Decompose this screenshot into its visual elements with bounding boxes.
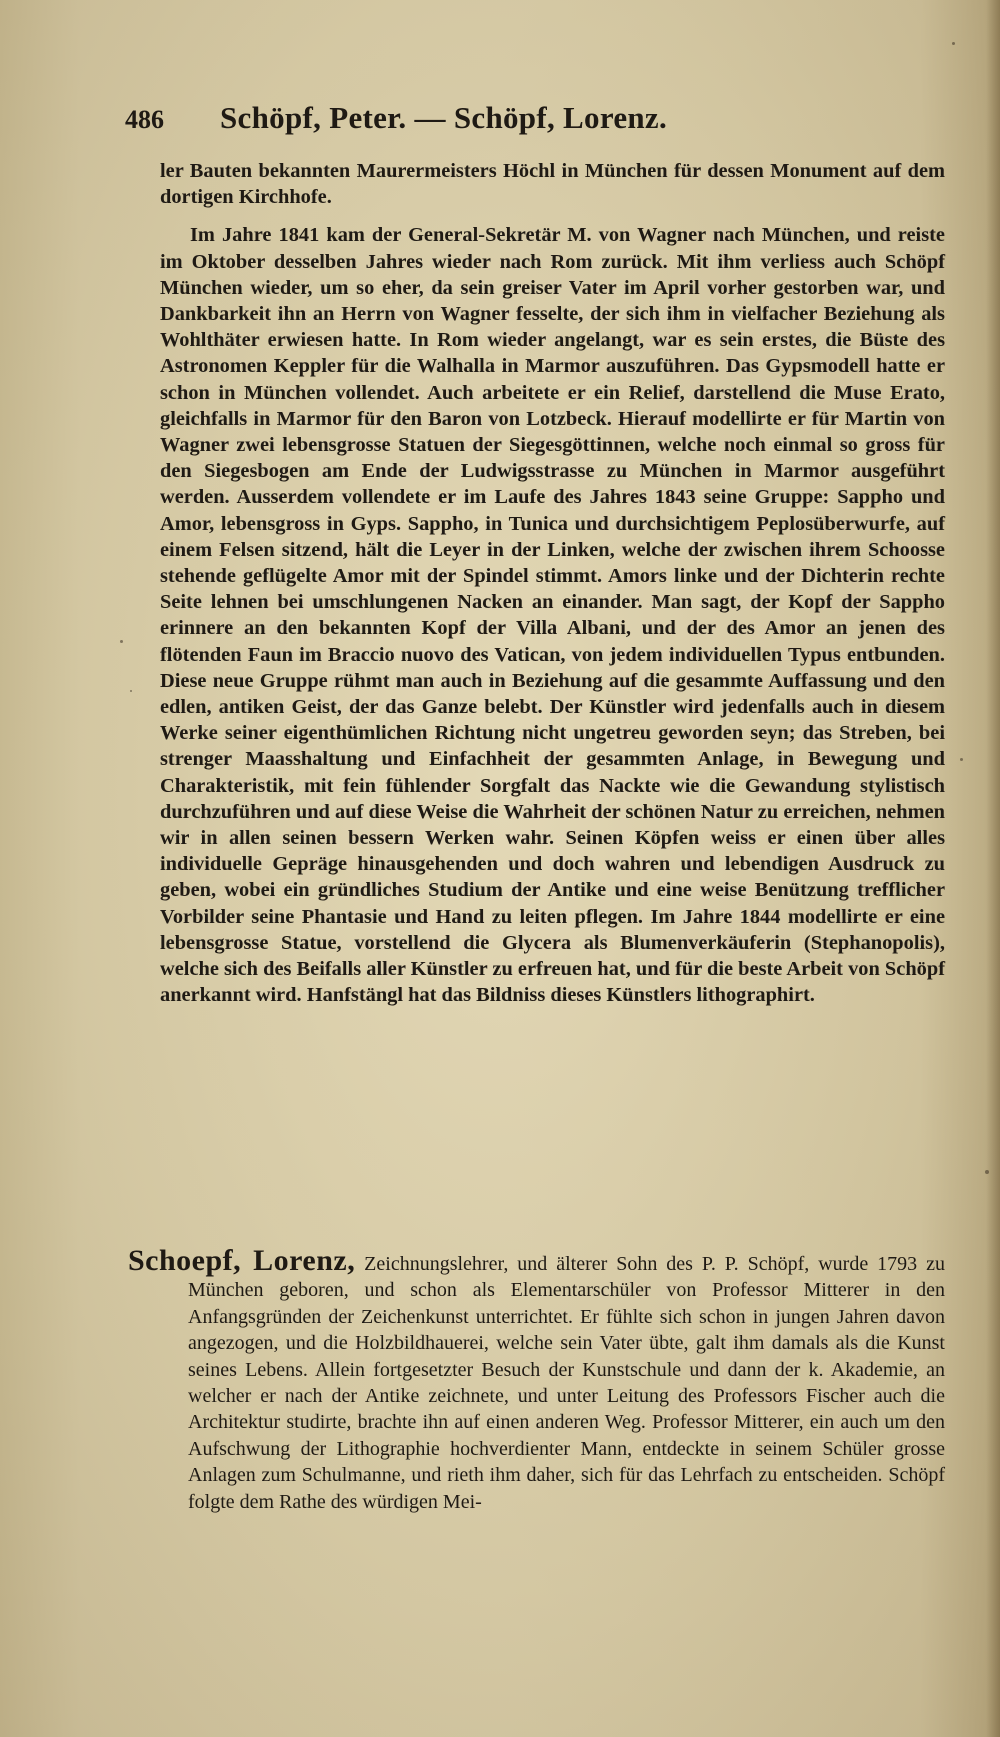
paragraph-main: Im Jahre 1841 kam der General-Sekretär M. von Wagner nach München, und reiste im Oktober desselben Jahres wieder nach Rom zurück. Mit ihm verliess auch Schöpf München wieder, um so eher, da sein greiser Vater im April vorher gestorben war, und Dankbarkeit ihn an Herrn von Wagner fesselte, der sich ihm in vielfacher Beziehung als Wohlthäter erwiesen hatte. In Rom wieder angelangt, war es sein erstes, die Büste des Astronomen Keppler für die Walhalla in Marmor auszuführen. Das Gypsmodell hatte er schon in München vollendet. Auch arbeitete er ein Relief, darstellend die Muse Erato, gleichfalls in Marmor für den Baron von Lotzbeck. Hierauf modellirte er für Martin von Wagner zwei lebensgrosse Statuen der Siegesgöttinnen, welche noch einmal so gross für den Siegesbogen am Ende der Ludwigsstrasse zu München in Marmor ausgeführt werden. Ausserdem vollendete er im Laufe des Jahres 1843 seine Gruppe: Sappho und Amor, lebensgross in Gyps. Sappho, in Tunica und durchsichtigem Peplosüberwurfe, auf einem Felsen sitzend, hält die Leyer in der Linken, welche der zwischen ihrem Schoosse stehende geflügelte Amor mit der Spindel stimmt. Amors linke und der Dichterin rechte Seite lehnen bei umschlungenen Nacken an einander. Man sagt, der Kopf der Sappho erinnere an den bekannten Kopf der Villa Albani, und der des Amor an jenen des flötenden Faun im Braccio nuovo des Vatican, von jedem individuellen Typus entbunden. Diese neue Gruppe rühmt man auch in Beziehung auf die gesammte Auffassung und den edlen, antiken Geist, der das Ganze belebt. Der Künstler wird jedenfalls auch in diesem Werke seiner eigenthümlichen Richtung nicht ungetreu geworden seyn; das Streben, bei strenger Maasshaltung und Einfachheit der gesammten Anlage, in Bewegung und Charakteristik, mit fein fühlender Sorgfalt das Nackte wie die Gewandung stylistisch durchzuführen und auf diese Weise die Wahrheit der schönen Natur zu erreichen, nehmen wir in allen seinen bessern Werken wahr. Seinen Köpfen weiss er einen über alles individuelle Gepräge hinausgehenden und doch wahren und lebendigen Ausdruck zu geben, wobei ein gründliches Studium der Antike und eine weise Benützung trefflicher Vorbilder seine Phantasie und Hand zu leiten pflegen. Im Jahre 1844 modellirte er eine lebensgrosse Statue, vorstellend die Glycera als Blumenverkäuferin (Stephanopolis), welche sich des Beifalls aller Künstler zu erfreuen hat, und für die beste Arbeit von Schöpf anerkannt wird. Hanfstängl hat das Bildniss dieses Künstlers lithographirt. — [160, 224, 945, 1007]
paragraph-continuation: ler Bauten bekannten Maurermeisters Höchl in München für dessen Monument auf dem dortigen Kirchhofe. — [160, 160, 945, 209]
paper-speck — [952, 42, 955, 45]
paper-speck — [120, 640, 123, 643]
paper-speck — [960, 758, 963, 761]
entry-paragraph — [128, 1244, 945, 1515]
paper-speck — [985, 1170, 989, 1174]
page-number: 486 — [125, 105, 164, 134]
page-header — [125, 100, 825, 150]
body-text — [160, 158, 945, 1009]
paper-speck — [130, 690, 132, 692]
entry-headword: Schoepf, Lorenz, — [128, 1244, 356, 1277]
lexicon-entry-schoepf-lorenz — [128, 1244, 945, 1515]
paragraph-gap — [160, 210, 945, 222]
entry-text: Zeichnungslehrer, und älterer Sohn des P. P. Schöpf, wurde 1793 zu München geboren, und schon als Elementarschüler von Professor Mitterer in den Anfangsgründen der Zeichenkunst unterrichtet. Er fühlte sich schon in jungen Jahren davon angezogen, und die Holzbildhauerei, welche sein Vater übte, galt ihm damals als die Kunst seines Lebens. Allein fortgesetzter Besuch der Kunstschule und dann der k. Akademie, an welcher er nach der Antike zeichnete, und unter Leitung des Professors Fischer auch die Architektur studirte, brachte ihn auf einen anderen Weg. Professor Mitterer, ein auch um den Aufschwung der Lithographie hochverdienter Mann, entdeckte in seinem Schüler grosse Anlagen zum Schulmanne, und rieth ihm daher, sich für das Lehrfach zu entscheiden. Schöpf folgte dem Rathe des würdigen Mei- — [188, 1253, 945, 1513]
page-spine-shadow — [986, 0, 1000, 1737]
running-head: Schöpf, Peter. — Schöpf, Lorenz. — [220, 100, 668, 135]
